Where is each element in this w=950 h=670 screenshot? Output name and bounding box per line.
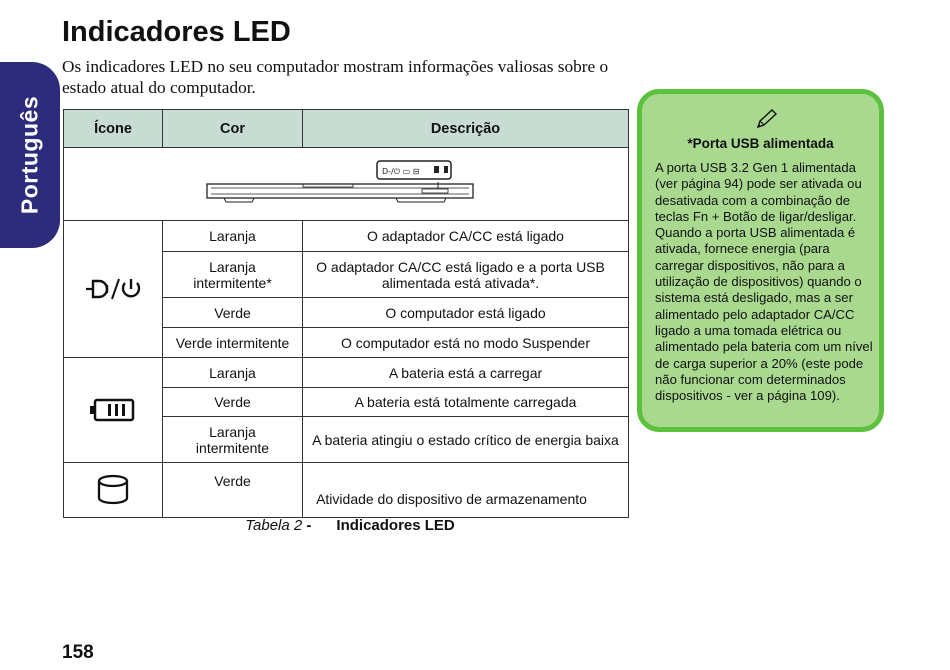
color-cell: Verde bbox=[163, 298, 303, 328]
caption-label: Tabela 2 bbox=[245, 517, 303, 534]
header-icon: Ícone bbox=[64, 110, 163, 148]
description-cell: A bateria está a carregar bbox=[303, 358, 629, 388]
led-table bbox=[63, 109, 629, 518]
description-cell: O computador está no modo Suspender bbox=[303, 328, 629, 358]
storage-drive-icon bbox=[95, 474, 131, 506]
description-cell: O adaptador CA/CC está ligado e a porta USB alimentada está ativada*. bbox=[303, 252, 629, 298]
icon-cell bbox=[64, 221, 163, 358]
battery-icon bbox=[88, 397, 138, 423]
description-cell: O adaptador CA/CC está ligado bbox=[303, 221, 629, 252]
header-color: Cor bbox=[163, 110, 303, 148]
description-cell: A bateria atingiu o estado crítico de energia baixa bbox=[303, 417, 629, 463]
header-description: Descrição bbox=[303, 110, 629, 148]
page-title: Indicadores LED bbox=[62, 16, 291, 48]
caption-dash: - bbox=[306, 517, 312, 534]
icon-cell bbox=[64, 463, 163, 518]
page-number: 158 bbox=[62, 642, 94, 663]
color-cell: Laranja intermitente bbox=[163, 417, 303, 463]
description-cell: A bateria está totalmente carregada bbox=[303, 388, 629, 417]
color-cell: Verde bbox=[163, 388, 303, 417]
note-box bbox=[637, 89, 884, 432]
laptop-illustration-row bbox=[64, 148, 629, 221]
color-cell: Laranja bbox=[163, 358, 303, 388]
table-row bbox=[64, 221, 629, 252]
pen-icon bbox=[755, 108, 779, 130]
color-cell: Laranja intermitente* bbox=[163, 252, 303, 298]
color-cell: Verde bbox=[163, 463, 303, 518]
caption-text: Indicadores LED bbox=[336, 517, 455, 534]
intro-paragraph: Os indicadores LED no seu computador mostram informações valiosas sobre o estado atual do computador. bbox=[62, 57, 609, 97]
color-cell: Laranja bbox=[163, 221, 303, 252]
table-caption bbox=[0, 517, 700, 534]
note-body: A porta USB 3.2 Gen 1 alimentada (ver página 94) pode ser ativada ou desativada com a combinação de teclas Fn + Botão de ligar/desligar. Quando a porta USB alimentada é ativada, fornece energia (para carregar dispositivos, não para a utilização de dispositivos) quando o sistema está desligado, mas a ser alimentado pelo adaptador CA/CC ligado a uma tomada elétrica ou alimentado pela bateria com um nível de carga superior a 20% (este pode não funcionar com determinados dispositivos - ver a página 109). bbox=[655, 160, 873, 404]
description-cell: O computador está ligado bbox=[303, 298, 629, 328]
color-cell: Verde intermitente bbox=[163, 328, 303, 358]
table-row bbox=[64, 463, 629, 518]
language-tab-label: Português bbox=[16, 95, 43, 215]
power-adapter-icon bbox=[83, 274, 143, 304]
note-title: *Porta USB alimentada bbox=[687, 136, 834, 151]
language-tab bbox=[0, 62, 60, 248]
laptop-illustration-cell bbox=[64, 148, 629, 221]
laptop-front-illustration bbox=[66, 148, 626, 220]
icon-cell bbox=[64, 358, 163, 463]
table-header-row bbox=[64, 110, 629, 148]
description-cell: Atividade do dispositivo de armazenamento bbox=[303, 463, 629, 518]
table-row bbox=[64, 358, 629, 388]
svg-text:D-/⏻ ▭ ⊟: D-/⏻ ▭ ⊟ bbox=[382, 167, 420, 176]
